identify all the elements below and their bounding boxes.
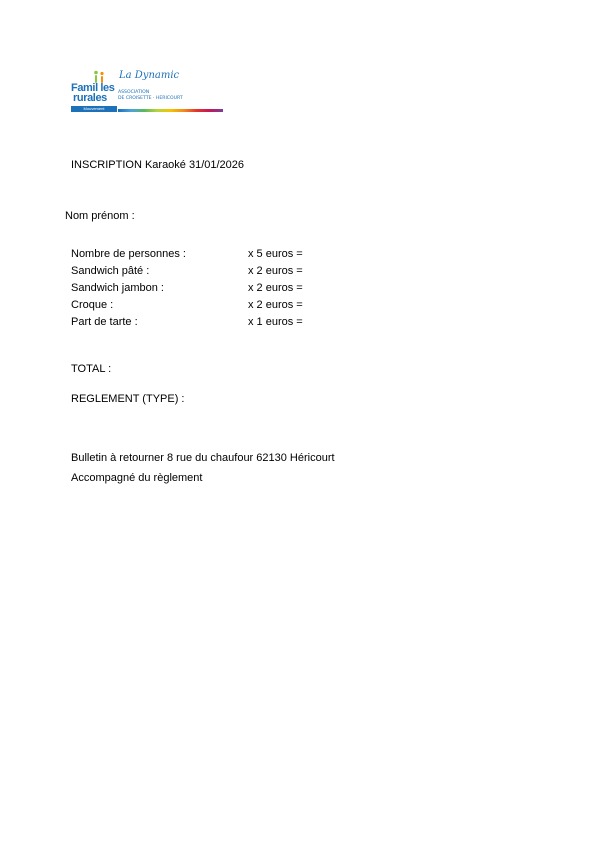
name-field-label: Nom prénom : — [65, 210, 135, 222]
item-price-persons: x 5 euros = — [248, 248, 303, 260]
item-label-croque: Croque : — [71, 299, 114, 311]
item-price-sandwich-pate: x 2 euros = — [248, 265, 303, 277]
page-title: INSCRIPTION Karaoké 31/01/2026 — [71, 159, 245, 171]
item-label-sandwich-jambon: Sandwich jambon : — [71, 282, 164, 294]
rainbow-divider — [118, 109, 223, 112]
payment-type-label: REGLEMENT (TYPE) : — [71, 393, 185, 405]
association-script-title: La Dynamic — [119, 70, 180, 81]
brand-word-familles: Famil les — [71, 82, 115, 94]
association-line-2: DE CROISETTE · HERICOURT — [118, 96, 183, 101]
item-price-sandwich-jambon: x 2 euros = — [248, 282, 303, 294]
item-label-sandwich-pate: Sandwich pâté : — [71, 265, 150, 277]
association-line-1: ASSOCIATION — [118, 90, 150, 95]
brand-tagline: Mouvement — [71, 106, 117, 112]
brand-word-rurales: rurales — [73, 92, 107, 104]
total-label: TOTAL : — [71, 363, 112, 375]
item-label-tarte: Part de tarte : — [71, 316, 138, 328]
item-label-persons: Nombre de personnes : — [71, 248, 186, 260]
logo — [68, 70, 228, 116]
payment-note-line: Accompagné du règlement — [71, 472, 203, 484]
return-address-line: Bulletin à retourner 8 rue du chaufour 62130 Héricourt — [71, 452, 335, 464]
item-price-croque: x 2 euros = — [248, 299, 303, 311]
item-price-tarte: x 1 euros = — [248, 316, 303, 328]
